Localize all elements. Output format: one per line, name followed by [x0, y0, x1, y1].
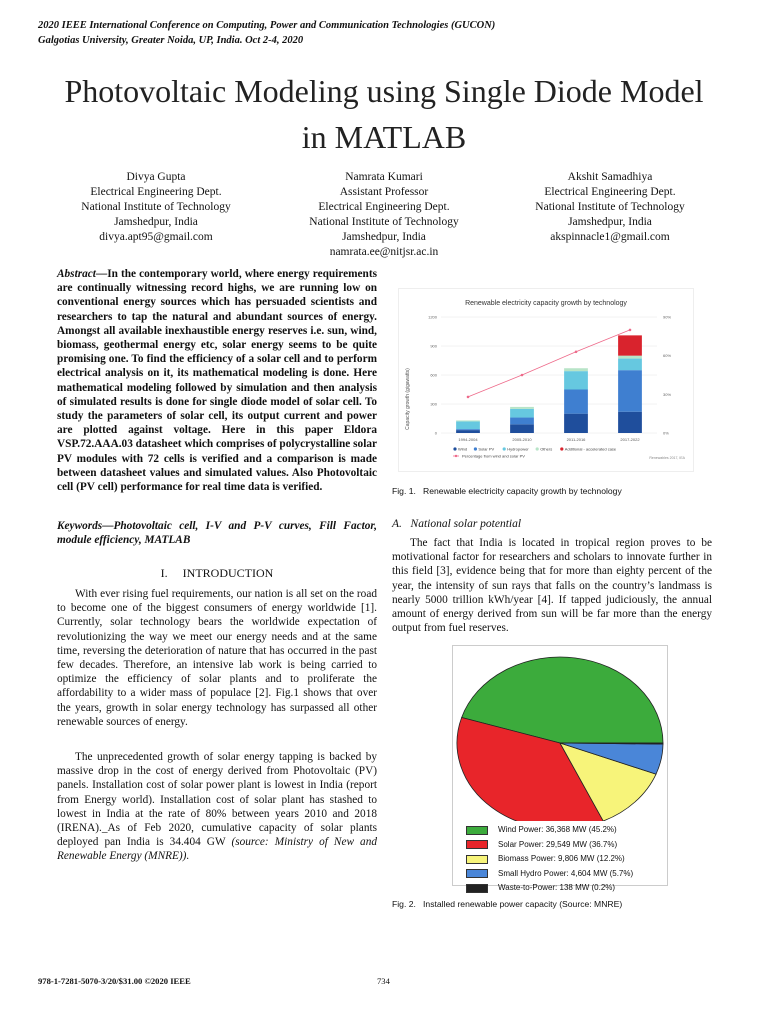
- author-email[interactable]: divya.apt95@gmail.com: [99, 231, 213, 243]
- legend-swatch: [466, 869, 488, 878]
- legend-swatch: [466, 884, 488, 893]
- intro-paragraph-2-text: The unprecedented growth of solar energy tapping is backed by massive drop in the cost of energy derived from Photovoltaic (PV) panels. Installation cost of solar power plant is lowest in India (report from Energy world). Installation cost of solar plant has stashed to lowest in India at the rate of 80% between years 2010 and 2018 (IRENA)._As of Feb 2020, cumulative capacity of solar plants deployed pan India is 34.404 GW: [57, 751, 377, 849]
- legend-marker: [503, 447, 506, 450]
- y-tick-label: 0: [434, 430, 437, 436]
- bar-segment: [618, 356, 642, 359]
- legend-label: Others: [540, 446, 553, 452]
- title-line-1: Photovoltaic Modeling using Single Diode Model: [64, 73, 704, 109]
- subsection-a-paragraph: The fact that India is located in tropical region proves to be motivational factor for researchers and scholars to innovate further in this field [3], evidence being that for more than eighty percent of the year, the intensity of sun rays that falls on the country’s landmass is nearly 5000 trillion kWh/year [4]. If tapped judiciously, the annual amount of energy derived from sun will be far more than the energy output from fuel reserves.: [392, 537, 712, 635]
- y2-tick-label: 0%: [663, 430, 669, 436]
- bar-segment: [618, 370, 642, 412]
- percentage-point: [467, 396, 470, 399]
- author-name: Akshit Samadhiya: [567, 171, 653, 183]
- legend-label: Solar PV: [478, 446, 495, 452]
- legend-entry: [466, 867, 633, 882]
- bar-chart-svg: [399, 289, 693, 471]
- conference-line-2: Galgotias University, Greater Noida, UP, India. Oct 2-4, 2020: [38, 35, 304, 46]
- conference-line-1: 2020 IEEE International Conference on Computing, Power and Communication Technologies (GUCON): [38, 20, 496, 31]
- legend-marker: [536, 447, 539, 450]
- legend-marker: [453, 447, 456, 450]
- legend-marker: [474, 447, 477, 450]
- author-2: [274, 170, 494, 260]
- bar-segment: [510, 424, 534, 433]
- percentage-point: [629, 329, 632, 332]
- y-tick-label: 600: [430, 372, 437, 378]
- author-email[interactable]: namrata.ee@nitjsr.ac.in: [329, 246, 439, 258]
- author-line: National Institute of Technology: [309, 216, 459, 228]
- y-tick-label: 1200: [428, 314, 437, 320]
- bar-segment: [564, 368, 588, 371]
- x-tick-label: 1994-2004: [458, 437, 478, 442]
- bar-segment: [456, 420, 480, 421]
- abstract-text: —In the contemporary world, where energy requirements are continually witnessing record highs, we are running low on conventional energy sources which has persuaded scientists and researchers to tap the natural and abundant sources of energy. Amongst all available inexhaustible energy reserves i.e. sun, wind, biomass, geothermal energy etc, solar energy seems to be quite promising one. To find the efficiency of a solar cell and to perform electrical analysis on it, its mathematical modeling is done. Here mathematical modeling followed by simulation and then analysis of simulated results is done for single diode model of solar cell. To study the parameters of solar cell, its output current and power are plotted against voltage. Here in this paper Eldora VSP.72.AAA.03 datasheet which comprises of polycrystalline solar PV modules with 72 cells is verified and a comparison is made between datasheet values and simulated values. Also Photovoltaic cell (PV cell) performance for real time data is verified.: [57, 268, 377, 494]
- legend-label: Wind: [458, 446, 468, 452]
- pie-legend: [466, 823, 633, 896]
- bar-segment: [510, 407, 534, 409]
- y-tick-label: 300: [430, 401, 437, 407]
- author-line: Electrical Engineering Dept.: [90, 186, 222, 198]
- bar-segment: [564, 371, 588, 389]
- paper-title: [0, 68, 768, 160]
- legend-swatch: [466, 855, 488, 864]
- legend-entry: [466, 852, 633, 867]
- legend-marker: [455, 455, 457, 457]
- legend-label: Additional - accelerated case: [564, 446, 617, 452]
- legend-entry: [466, 881, 633, 896]
- author-email[interactable]: akspinnacle1@gmail.com: [550, 231, 670, 243]
- legend-swatch: [466, 826, 488, 835]
- figure-2-caption: Fig. 2. Installed renewable power capacity (Source: MNRE): [392, 899, 623, 909]
- y2-tick-label: 60%: [663, 353, 672, 359]
- legend-label: Percentage from wind and solar PV: [462, 453, 525, 459]
- author-line: Assistant Professor: [339, 186, 429, 198]
- figure-1-caption: Fig. 1. Renewable electricity capacity growth by technology: [392, 486, 622, 496]
- conference-header: [38, 18, 495, 48]
- author-line: Jamshedpur, India: [114, 216, 198, 228]
- author-line: Electrical Engineering Dept.: [318, 201, 450, 213]
- page-number: 734: [377, 976, 390, 986]
- subsection-heading-a: A. National solar potential: [392, 518, 522, 530]
- legend-label: Small Hydro Power: 4,604 MW (5.7%): [498, 868, 634, 878]
- intro-paragraph-2-source: (source: Ministry of New and Renewable Energy (MNRE)).: [57, 836, 377, 863]
- percentage-point: [521, 374, 524, 377]
- bar-segment: [510, 418, 534, 425]
- percentage-line: [468, 330, 630, 397]
- author-line: Jamshedpur, India: [342, 231, 426, 243]
- bar-segment: [456, 430, 480, 433]
- section-heading-introduction: I. INTRODUCTION: [160, 566, 274, 580]
- x-tick-label: 2017-2022: [620, 437, 640, 442]
- legend-entry: [466, 823, 633, 838]
- legend-label: Solar Power: 29,549 MW (36.7%): [498, 839, 618, 849]
- legend-label: Hydropower: [507, 446, 529, 452]
- chart-source-note: Renewables 2017, IEA: [649, 456, 685, 460]
- bar-segment: [618, 412, 642, 433]
- abstract-lead: Abstract: [57, 268, 96, 280]
- y2-tick-label: 90%: [663, 314, 672, 320]
- legend-label: Wind Power: 36,368 MW (45.2%): [498, 825, 617, 834]
- legend-entry: [466, 838, 633, 853]
- bar-segment: [456, 429, 480, 430]
- bar-segment: [564, 390, 588, 414]
- legend-marker: [560, 447, 563, 450]
- legend-label: Biomass Power: 9,806 MW (12.2%): [498, 854, 625, 863]
- bar-segment: [456, 421, 480, 429]
- author-line: Electrical Engineering Dept.: [544, 186, 676, 198]
- intro-paragraph-1: With ever rising fuel requirements, our nation is all set on the road to become one of the biggest consumers of energy worldwide [1]. Currently, solar technology bears the worldwide expectation of revolutionizing the way we meet our energy needs and at the same time, reversing the deterioration of nature that has occurred in the past few decades. Therefore, an intensive lab work is being carried to optimize the efficiency of solar plants and to proliferate the affordability to a wider mass of populace [2]. Fig.1 shows that over the years, growth in solar energy technology has surpassed all other renewable sources of energy.: [57, 588, 377, 728]
- bar-segment: [618, 359, 642, 371]
- y-tick-label: 900: [430, 343, 437, 349]
- footer-copyright: 978-1-7281-5070-3/20/$31.00 ©2020 IEEE: [38, 976, 191, 986]
- legend-label: Waste-to-Power: 138 MW (0.2%): [498, 883, 616, 892]
- author-line: Jamshedpur, India: [568, 216, 652, 228]
- percentage-point: [575, 351, 578, 354]
- chart-title: Renewable electricity capacity growth by technology: [465, 300, 627, 307]
- author-line: National Institute of Technology: [81, 201, 231, 213]
- pie-chart-svg: [453, 646, 667, 821]
- keywords: Keywords—Photovoltaic cell, I-V and P-V curves, Fill Factor, module efficiency, MATLAB: [57, 520, 377, 547]
- author-1: [46, 170, 266, 245]
- legend-swatch: [466, 840, 488, 849]
- chart-y-axis-label: Capacity growth (gigawatts): [405, 368, 411, 430]
- author-name: Namrata Kumari: [345, 171, 423, 183]
- author-3: [500, 170, 720, 245]
- author-line: National Institute of Technology: [535, 201, 685, 213]
- bar-segment: [618, 335, 642, 355]
- author-name: Divya Gupta: [126, 171, 186, 183]
- bar-segment: [510, 409, 534, 418]
- x-tick-label: 2005-2010: [512, 437, 532, 442]
- x-tick-label: 2011-2016: [566, 437, 586, 442]
- figure-1-chart: [398, 288, 694, 472]
- intro-paragraph-2: [57, 750, 377, 864]
- title-line-2: in MATLAB: [301, 119, 467, 155]
- abstract: [57, 267, 377, 494]
- y2-tick-label: 30%: [663, 391, 672, 397]
- bar-segment: [564, 414, 588, 433]
